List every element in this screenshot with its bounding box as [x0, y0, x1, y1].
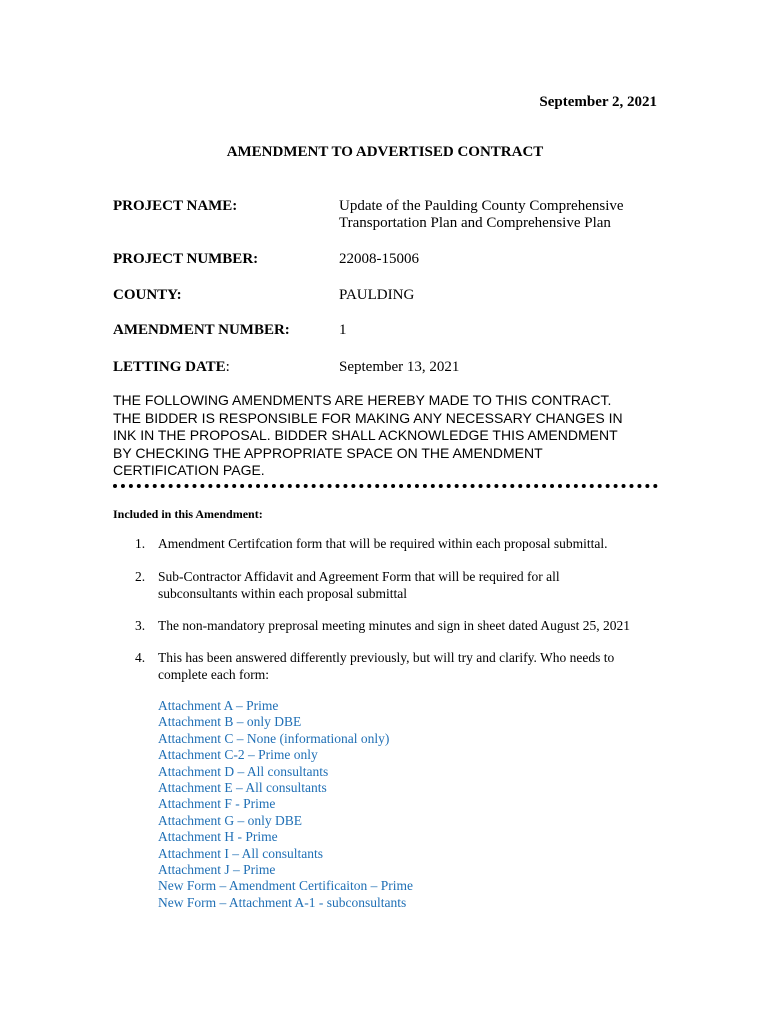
list-item-line: The non-mandatory preprosal meeting minutes and sign in sheet dated August 25, 2021 [158, 618, 631, 633]
notice-line: THE BIDDER IS RESPONSIBLE FOR MAKING ANY NECESSARY CHANGES IN [113, 409, 623, 426]
amendment-number-value: 1 [339, 322, 347, 338]
letting-date-label-text: LETTING DATE [113, 359, 226, 375]
attachment-item: Attachment D – All consultants [158, 763, 329, 779]
attachment-item: Attachment H - Prime [158, 829, 278, 845]
attachment-item: New Form – Attachment A-1 - subconsultants [158, 894, 407, 910]
letting-date-label [113, 359, 230, 376]
included-heading: Included in this Amendment: [113, 507, 263, 521]
list-item-line: complete each form: [158, 666, 269, 682]
document-title: AMENDMENT TO ADVERTISED CONTRACT [226, 144, 544, 160]
letting-date-value: September 13, 2021 [339, 359, 460, 375]
list-item-text [158, 536, 608, 553]
amendment-number-label: AMENDMENT NUMBER: [113, 322, 290, 338]
list-item-line: This has been answered differently previously, but will try and clarify. Who needs to [158, 650, 615, 665]
project-number-value: 22008-15006 [339, 251, 419, 267]
letting-date-colon: : [225, 359, 230, 375]
attachment-item: Attachment B – only DBE [158, 714, 302, 730]
attachment-item: Attachment G – only DBE [158, 812, 302, 828]
notice-line: BY CHECKING THE APPROPRIATE SPACE ON THE AMENDMENT [113, 444, 543, 461]
list-item-line: subconsultants within each proposal submittal [158, 585, 407, 601]
project-number-label: PROJECT NUMBER: [113, 251, 259, 267]
attachment-list [158, 698, 413, 911]
notice-line: INK IN THE PROPOSAL. BIDDER SHALL ACKNOWLEDGE THIS AMENDMENT [113, 427, 618, 443]
county-value: PAULDING [339, 287, 415, 303]
list-item-line: Amendment Certifcation form that will be required within each proposal submittal. [158, 536, 608, 551]
attachment-item: Attachment J – Prime [158, 862, 276, 878]
project-name-line-2: Transportation Plan and Comprehensive Plan [339, 215, 611, 231]
dotted-divider [113, 484, 658, 488]
notice-line: THE FOLLOWING AMENDMENTS ARE HEREBY MADE TO THIS CONTRACT. [113, 392, 612, 408]
attachment-item: Attachment A – Prime [158, 698, 279, 713]
list-item-number: 1. [135, 536, 146, 551]
list-item-number: 4. [135, 650, 146, 665]
project-name-value [339, 198, 624, 232]
attachment-item: Attachment I – All consultants [158, 845, 323, 861]
list-item-number: 2. [135, 569, 146, 584]
project-name-line-1: Update of the Paulding County Comprehensive [339, 198, 624, 214]
list-item-text [158, 569, 560, 602]
county-label: COUNTY: [113, 287, 182, 303]
attachment-item: Attachment C-2 – Prime only [158, 747, 318, 763]
list-item-text [158, 650, 614, 683]
notice-line: CERTIFICATION PAGE. [113, 462, 265, 478]
list-item-text [158, 618, 630, 635]
project-name-label: PROJECT NAME: [113, 198, 238, 214]
attachment-item: Attachment E – All consultants [158, 780, 327, 796]
amendment-notice [113, 392, 673, 480]
attachment-item: New Form – Amendment Certificaiton – Prime [158, 878, 413, 894]
attachment-item: Attachment F - Prime [158, 796, 276, 812]
list-item-number: 3. [135, 618, 146, 633]
list-item-line: Sub-Contractor Affidavit and Agreement Form that will be required for all [158, 569, 560, 584]
attachment-item: Attachment C – None (informational only) [158, 730, 390, 746]
document-date: September 2, 2021 [539, 94, 657, 110]
